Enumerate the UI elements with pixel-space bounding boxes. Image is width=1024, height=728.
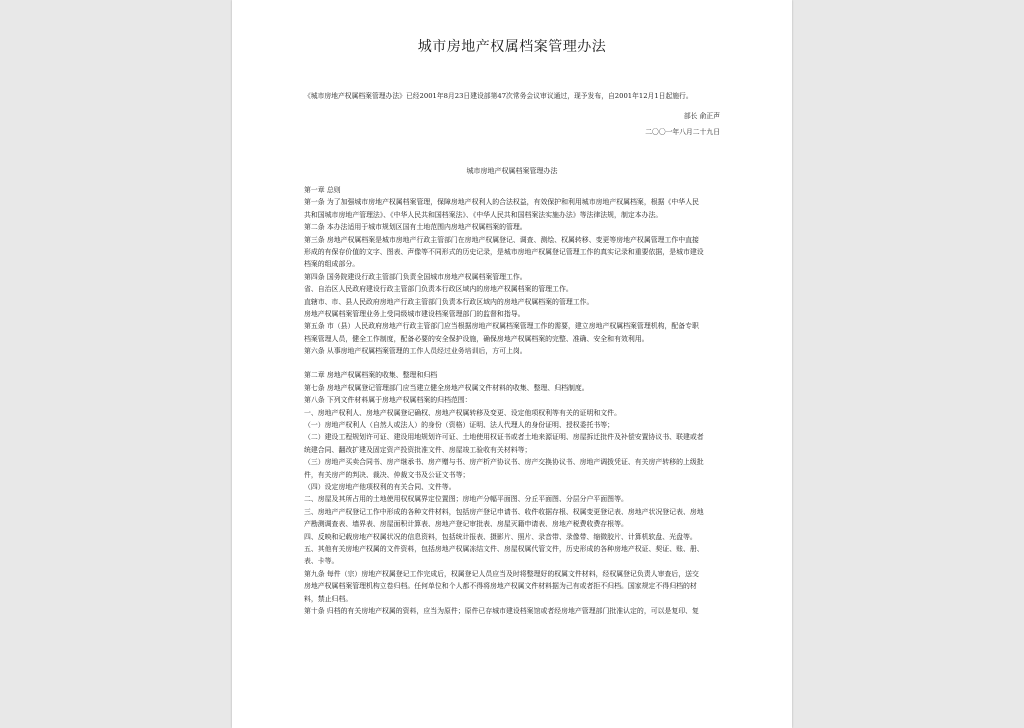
document-page xyxy=(232,0,792,728)
body-line: （四）设定房地产他项权利的有关合同、文件等。 xyxy=(304,482,456,491)
body-line: 房地产权属档案管理机构立卷归档。任何单位和个人都不得将房地产权属文件材料据为己有或者拒不归档。国家规定不得归档的材 xyxy=(304,582,697,591)
body-line: 形成的有保存价值的文字、图表、声像等不同形式的历史记录，是城市房地产权属登记管理工作的真实记录和重要依据，是城市建设 xyxy=(304,247,704,256)
body-line: （三）房地产买卖合同书、房产继承书、房产赠与书、房产析产协议书、房产交换协议书、房地产调拨凭证、有关房产转移的上级批 xyxy=(304,458,704,467)
body-line: 五、其他有关房地产权属的文件资料，包括房地产权属冻结文件、房屋权属代管文件，历史形成的各种房地产权证、契证、账、册、 xyxy=(304,544,704,553)
intro-paragraph: 《城市房地产权属档案管理办法》已经2001年8月23日建设部第47次常务会议审议通过，现予发布，自2001年12月1日起施行。 xyxy=(304,92,693,100)
body-line: 件，有关房产的判决、裁决、仲裁文书及公证文书等； xyxy=(304,470,470,479)
body-line: 第八条 下列文件材料属于房地产权属档案的归档范围： xyxy=(304,396,472,405)
body-line: 第二章 房地产权属档案的收集、整理和归档 xyxy=(304,371,438,380)
body-line: 表、卡等。 xyxy=(304,557,339,566)
body-line: 统建合同、翻改扩建及固定资产投资批准文件、房屋竣工验收有关材料等； xyxy=(304,445,532,454)
body-line: 四、反映和记载房地产权属状况的信息资料，包括统计报表、摄影片、照片、录音带、录像带、缩微胶片、计算机软盘、光盘等。 xyxy=(304,532,697,541)
body-line: 二、房屋及其所占用的土地使用权权属界定位置图；房地产分幅平面图、分丘平面图、分层分户平面图等。 xyxy=(304,495,628,504)
body-line: 第二条 本办法适用于城市规划区国有土地范围内房地产权属档案的管理。 xyxy=(304,223,527,232)
body-line: 档案的组成部分。 xyxy=(304,260,360,269)
signer: 部长 俞正声 xyxy=(683,112,720,120)
body-line: 第一章 总则 xyxy=(304,186,341,194)
body-line: 共和国城市房地产管理法》、《中华人民共和国档案法》、《中华人民共和国档案法实施办法》等法律法规，制定本办法。 xyxy=(304,210,663,219)
body-line: 省、自治区人民政府建设行政主管部门负责本行政区域内的房地产权属档案的管理工作。 xyxy=(304,285,573,294)
body-line: 房地产权属档案管理业务上受同级城市建设档案管理部门的监督和指导。 xyxy=(304,309,525,318)
paragraph-gap xyxy=(304,357,730,369)
body-line: 第五条 市（县）人民政府房地产行政主管部门应当根据房地产权属档案管理工作的需要，建立房地产权属档案管理机构，配备专职 xyxy=(304,322,699,331)
body-line: 三、房地产产权登记工作中形成的各种文件材料，包括房产登记申请书、收件收据存根、权属变更登记表、房地产状况登记表、房地 xyxy=(304,507,704,516)
document-body xyxy=(304,184,730,617)
document-subtitle: 城市房地产权属档案管理办法 xyxy=(466,167,558,175)
body-line: 一、房地产权利人、房地产权属登记确权、房地产权属转移及变更、设定他项权利等有关的证明和文件。 xyxy=(304,408,621,417)
body-line: 第九条 每件（宗）房地产权属登记工作完成后，权属登记人员应当及时将整理好的权属文件材料，经权属登记负责人审查后，送交 xyxy=(304,569,699,578)
body-line: （一）房地产权利人（自然人或法人）的身份（资格）证明、法人代理人的身份证明、授权委托书等； xyxy=(304,421,615,430)
body-line: 第四条 国务院建设行政主管部门负责全国城市房地产权属档案管理工作。 xyxy=(304,272,527,281)
body-line: 档案管理人员，健全工作制度，配备必要的安全保护设施，确保房地产权属档案的完整、准确、安全和有效利用。 xyxy=(304,334,649,343)
body-line: 第一条 为了加强城市房地产权属档案管理，保障房地产权利人的合法权益，有效保护和利用城市房地产权属档案，根据《中华人民 xyxy=(304,198,699,207)
body-line: 产勘测调查表、墙界表、房屋面积计算表、房地产登记审批表、房屋灭籍申请表、房地产税费收费存根等。 xyxy=(304,520,628,529)
body-line: 第十条 归档的有关房地产权属的资料，应当为原件；原件已存城市建设档案馆或者经房地产管理部门批准认定的，可以是复印、复 xyxy=(304,606,699,615)
body-line: 料，禁止归档。 xyxy=(304,594,353,603)
body-line: （二）建设工程规划许可证、建设用地规划许可证、土地使用权证书或者土地来源证明、房屋拆迁批件及补偿安置协议书、联建或者 xyxy=(304,433,704,442)
body-line: 第七条 房地产权属登记管理部门应当建立健全房地产权属文件材料的收集、整理、归档制度。 xyxy=(304,383,589,392)
body-line: 第六条 从事房地产权属档案管理的工作人员经过业务培训后，方可上岗。 xyxy=(304,347,527,356)
body-line: 第三条 房地产权属档案是城市房地产行政主管部门在房地产权属登记、调查、测绘、权属转移、变更等房地产权属管理工作中直接 xyxy=(304,235,699,244)
body-line: 直辖市、市、县人民政府房地产行政主管部门负责本行政区域内的房地产权属档案的管理工作。 xyxy=(304,297,594,306)
document-title: 城市房地产权属档案管理办法 xyxy=(417,39,607,55)
issue-date: 二〇〇一年八月二十九日 xyxy=(645,128,720,136)
